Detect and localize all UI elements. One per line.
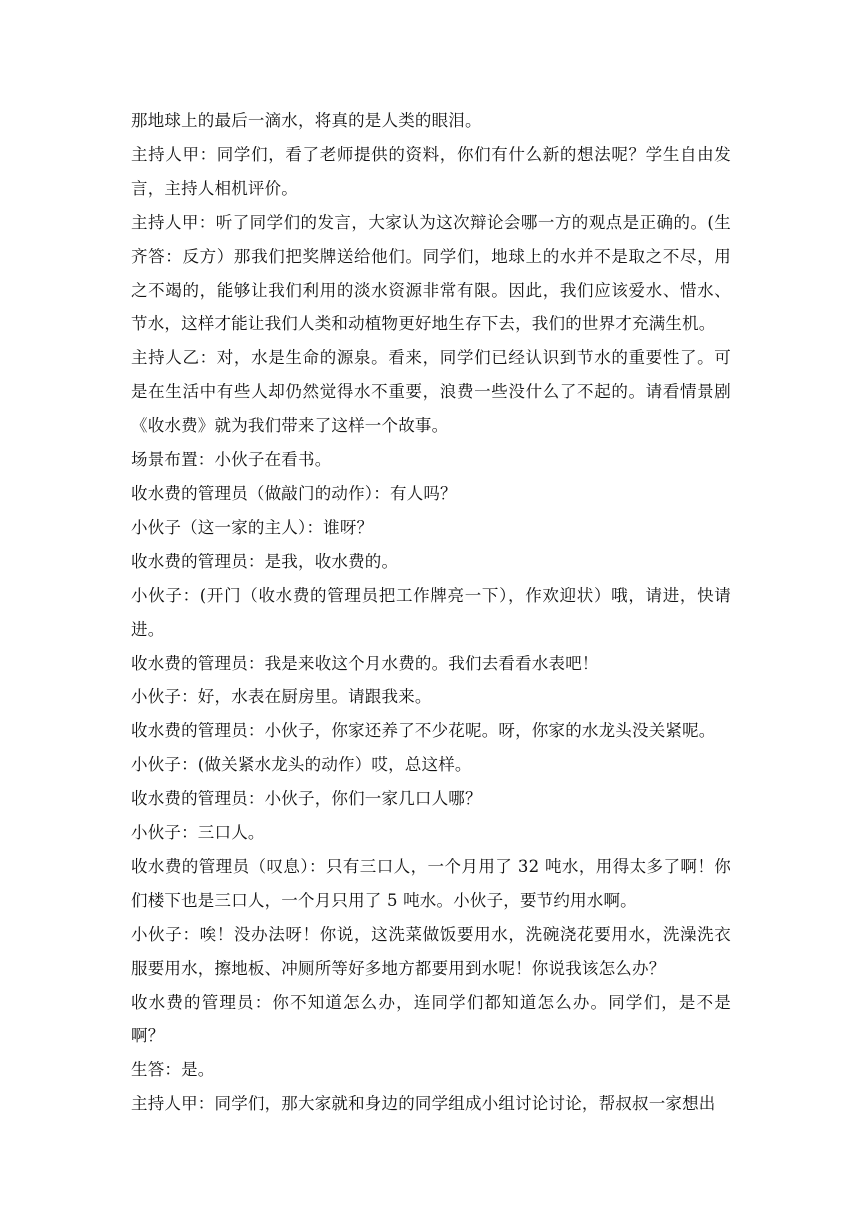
paragraph: 收水费的管理员：你不知道怎么办，连同学们都知道怎么办。同学们，是不是啊？ [131, 992, 731, 1046]
paragraph: 收水费的管理员（叹息）：只有三口人，一个月用了 32 吨水，用得太多了啊！你们楼下也是三口人，一个月只用了 5 吨水。小伙子，要节约用水啊。 [131, 856, 731, 910]
paragraph: 主持人乙：对，水是生命的源泉。看来，同学们已经认识到节水的重要性了。可是在生活中有些人却仍然觉得水不重要，浪费一些没什么了不起的。请看情景剧《收水费》就为我们带来了这样一个故事。 [131, 348, 731, 436]
paragraph: 小伙子：三口人。 [131, 823, 265, 843]
paragraph: 小伙子：唉！没办法呀！你说，这洗菜做饭要用水，洗碗浇花要用水，洗澡洗衣服要用水，擦地板、冲厕所等好多地方都要用到水呢！你说我该怎么办？ [131, 924, 731, 978]
paragraph: 小伙子（这一家的主人）：谁呀？ [131, 517, 374, 537]
paragraph: 小伙子：(做关紧水龙头的动作）哎，总这样。 [131, 755, 472, 775]
paragraph: 主持人甲：听了同学们的发言，大家认为这次辩论会哪一方的观点是正确的。(生齐答：反方）那我们把奖牌送给他们。同学们，地球上的水并不是取之不尽，用之不竭的，能够让我们利用的淡水资源非常有限。因此，我们应该爱水、惜水、节水，这样才能让我们人类和动植物更好地生存下去，我们的世界才充满生机。 [131, 212, 731, 334]
paragraph: 那地球上的最后一滴水，将真的是人类的眼泪。 [131, 111, 482, 130]
document-body [131, 104, 731, 1121]
paragraph: 收水费的管理员：小伙子，你家还养了不少花呢。呀，你家的水龙头没关紧呢。 [131, 721, 716, 741]
paragraph: 主持人甲：同学们，看了老师提供的资料，你们有什么新的想法呢？学生自由发言，主持人相机评价。 [131, 144, 731, 198]
paragraph: 收水费的管理员：我是来收这个月水费的。我们去看看水表吧！ [131, 653, 599, 673]
paragraph: 小伙子：好，水表在厨房里。请跟我来。 [131, 687, 432, 707]
paragraph: 收水费的管理员：小伙子，你们一家几口人哪？ [131, 789, 482, 809]
paragraph: 场景布置：小伙子在看书。 [131, 450, 332, 470]
paragraph: 小伙子：(开门（收水费的管理员把工作牌亮一下），作欢迎状）哦，请进，快请进。 [131, 585, 731, 639]
paragraph: 收水费的管理员：是我，收水费的。 [131, 551, 399, 571]
paragraph: 收水费的管理员（做敲门的动作）：有人吗？ [131, 483, 457, 503]
paragraph: 主持人甲：同学们，那大家就和身边的同学组成小组讨论讨论，帮叔叔一家想出 [131, 1094, 716, 1114]
paragraph: 生答：是。 [131, 1060, 215, 1080]
